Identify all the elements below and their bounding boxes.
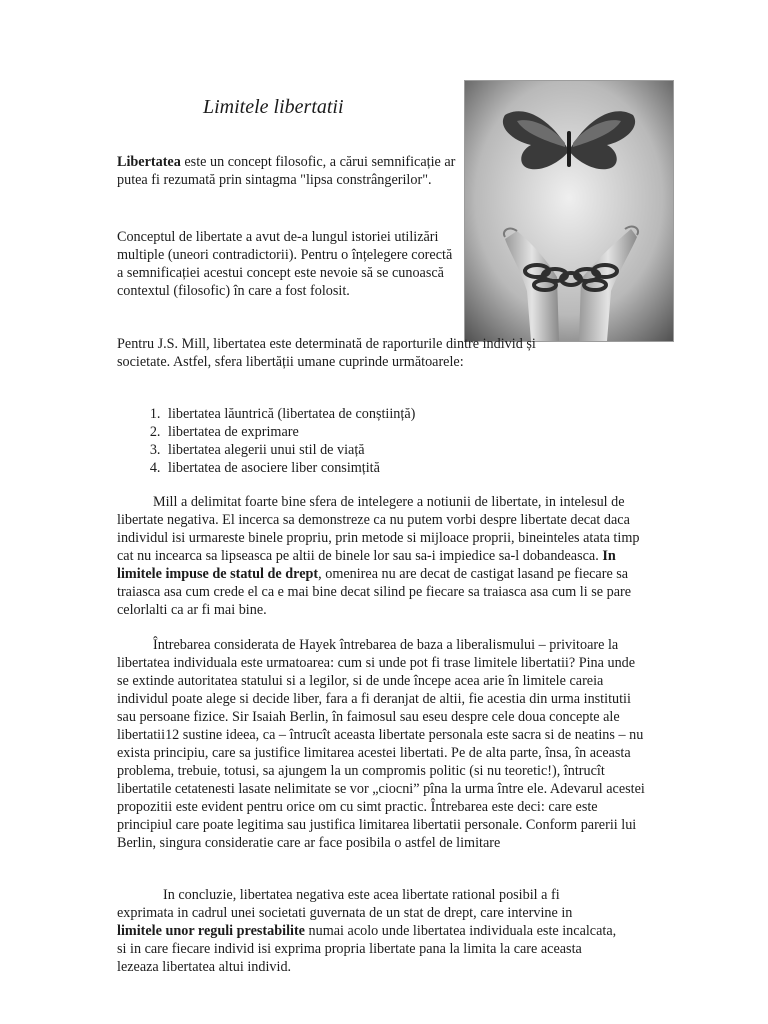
paragraph-concept-history: Conceptul de libertate a avut de-a lungul istoriei utilizări multiple (uneori contradictorii). Pentru o înțelegere corectă a semnificației acestui concept este nevoie să se cunoască contextul (filosofic) în care a fost folosit.: [117, 229, 453, 299]
para5-text: Întrebarea considerata de Hayek întrebarea de baza a liberalismului – privitoare la libertatea individuala este urmatoarea: cum si unde pot fi trase limitele libertatii? Pina unde se extinde autoritatea statului si a legilor, si de unde începe acea arie în limitele careia individul poate alege si decide liber, fara a fi deranjat de altii, fie acestia din urma institutii sau persoane fizice. Sir Isaiah Berlin, în faimosul sau eseu despre cele doua concepte ale libertatii12 sustine ideea, ca – întrucît aceasta libertate personala este sacra si de neatins – nu exista principiu, care sa justifice limitarea acestei libertati. Pe de alta parte, însa, în aceasta problema, trebuie, totusi, sa ajungem la un compromis politic (si nu teoretic!), întrucît libertatile cetatenesti lasate nelimitate se vor „ciocni” pîna la urma între ele. Adevarul acestei propozitii este evident pentru orice om cu simt practic. Întrebarea este deci: care este principiul care poate legitima sau justifica limitarea libertatii personale. Conform parerii lui Berlin, singura consideratie care ar face posibila o astfel de limitare: [117, 637, 645, 851]
para6-text-1: In concluzie, libertatea negativa este acea libertate rational posibil a fi exprimata in cadrul unei societati guvernata de un stat de drept, care intervine in: [117, 887, 573, 921]
paragraph-hayek-berlin: [117, 636, 647, 852]
para4-text-1: Mill a delimitat foarte bine sfera de intelegere a notiunii de libertate, in intelesul de libertate negativa. El incerca sa demonstreze ca nu putem vorbi despre libertate decat daca individul isi urmareste binele propriu, prin metode si mijloace proprii, bineinteles atata timp cat nu incearca sa lipseasca pe altii de binele lor sau sa-i impiedice sa-l dobandeasca.: [117, 494, 640, 564]
para6-text-2: numai acolo unde libertatea individuala este incalcata, si in care fiecare individ isi exprima propria libertate pana la limita la care aceasta lezeaza libertatea altui individ.: [117, 923, 617, 975]
intro-paragraph: [117, 153, 457, 189]
liberty-spheres-list: [140, 405, 415, 477]
para6-bold: limitele unor reguli prestabilite: [117, 923, 305, 939]
para4-text-2: , omenirea nu are decat de castigat lasand pe fiecare sa traiasca asa cum crede el ca e mai bine decat silind pe fiecare sa traiasca asa cum li se pare celorlalti ca ar fi mai bine.: [117, 566, 632, 618]
paragraph-conclusion: [117, 886, 617, 976]
intro-text: este un concept filosofic, a cărui semnificație ar putea fi rezumată prin sintagma "lipsa constrângerilor".: [117, 154, 456, 188]
para4-bold: In limitele impuse de statul de drept: [117, 548, 616, 582]
butterfly-chained-hands-image: [464, 80, 674, 342]
list-item: 3. libertatea alegerii unui stil de viață: [164, 441, 415, 459]
list-item: 4. libertatea de asociere liber consimțită: [164, 459, 415, 477]
list-item: 1. libertatea lăuntrică (libertatea de conștiință): [164, 405, 415, 423]
paragraph-negative-liberty: [117, 493, 647, 619]
list-item: 2. libertatea de exprimare: [164, 423, 415, 441]
intro-bold-term: Libertatea: [117, 154, 181, 170]
paragraph-mill-liberty: Pentru J.S. Mill, libertatea este determinată de raporturile dintre individ și societate. Astfel, sfera libertății umane cuprinde următoarele:: [117, 336, 536, 370]
document-title: Limitele libertatii: [203, 96, 344, 118]
